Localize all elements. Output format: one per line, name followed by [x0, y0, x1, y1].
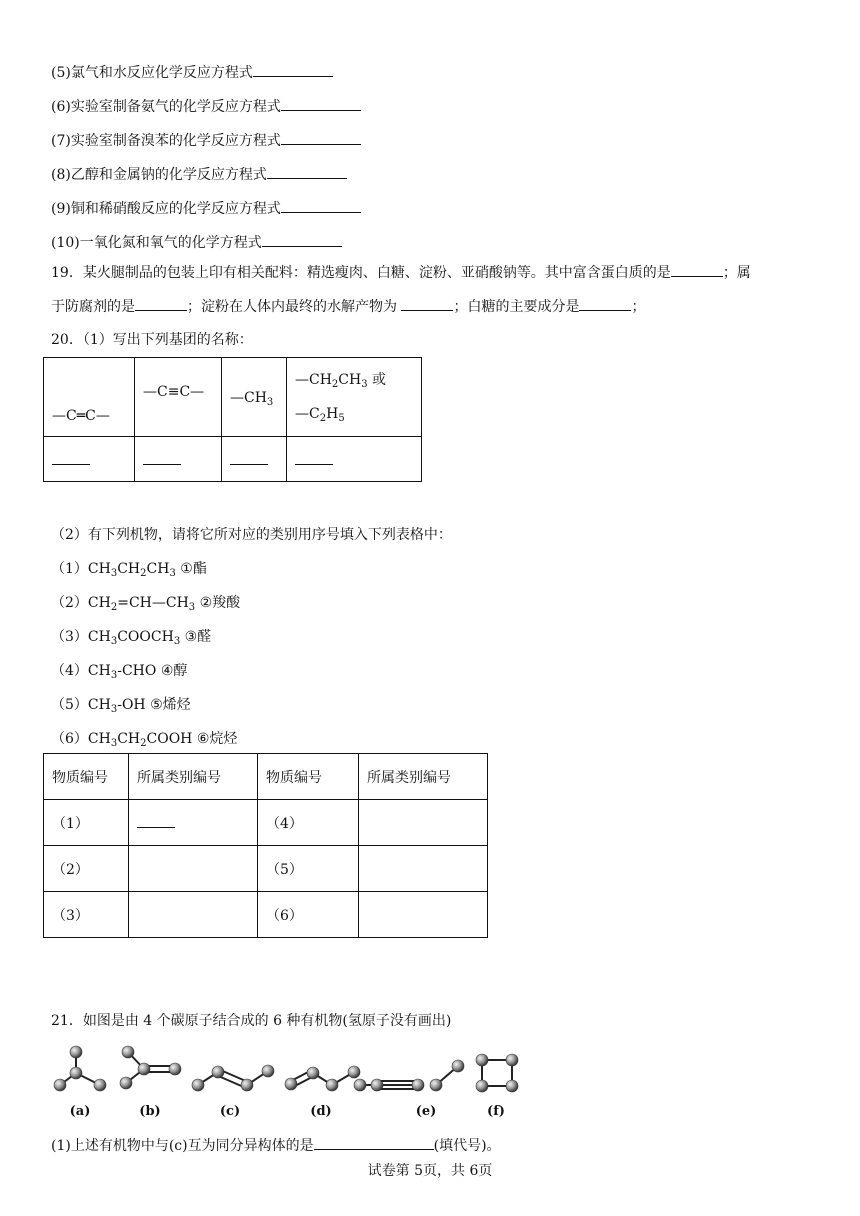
figure-label: (c): [219, 1104, 241, 1119]
figure-label: (b): [139, 1104, 161, 1119]
answer-blank[interactable]: [579, 296, 631, 311]
answer-blank[interactable]: [281, 130, 361, 145]
compound-formula: $CH_3CH_2CH_3$: [87, 561, 176, 579]
group-cell: $—CH_2CH_3$ 或 $—C_2H_5$: [287, 358, 422, 437]
q19-text-6: ；: [631, 299, 646, 315]
figure-label: (e): [415, 1104, 437, 1119]
compound-index: （4）: [51, 663, 88, 679]
figure-label: (f): [487, 1104, 505, 1119]
answer-blank[interactable]: [253, 62, 333, 77]
category-answer-cell[interactable]: [129, 892, 258, 938]
category-answer-cell[interactable]: [129, 846, 258, 892]
substance-number: （4）: [258, 800, 359, 846]
compound-formula: $CH_3CH_2COOH$: [87, 731, 193, 749]
q19-text-3: 于防腐剂的是: [51, 299, 135, 315]
compound-index: （2）: [51, 595, 88, 611]
q21-sub1-text: (1)上述有机物中与(c)互为同分异构体的是: [51, 1138, 314, 1154]
q20-part2-title: （2）有下列机物，请将它所对应的类别用序号填入下列表格中：: [51, 527, 452, 543]
reaction-text: (8)乙醇和金属钠的化学反应方程式: [51, 167, 267, 183]
table-header: 物质编号: [258, 754, 359, 800]
compound-index: （6）: [51, 731, 88, 747]
figure-label: (a): [69, 1104, 91, 1119]
compound-formula: $CH_3-OH$: [87, 697, 146, 715]
compound-class: ⑤烯烃: [150, 697, 191, 713]
answer-blank[interactable]: [671, 262, 723, 277]
q19-line2: [51, 296, 645, 317]
figure-label: (d): [310, 1104, 332, 1119]
reaction-item: [51, 198, 361, 219]
q19-text-5: ；白糖的主要成分是: [453, 299, 580, 315]
compound-item: [51, 627, 211, 647]
answer-blank[interactable]: [401, 296, 453, 311]
answer-blank[interactable]: [281, 96, 361, 111]
reaction-text: (6)实验室制备氨气的化学反应方程式: [51, 99, 281, 115]
compound-item: [51, 695, 191, 715]
table-header: 所属类别编号: [129, 754, 258, 800]
compound-class: ②羧酸: [199, 595, 241, 611]
compound-formula: $CH_2=CH—CH_3$: [87, 595, 196, 613]
answer-blank[interactable]: [135, 296, 187, 311]
q21-intro: 21．如图是由 4 个碳原子结合成的 6 种有机物(氢原子没有画出): [51, 1013, 452, 1029]
q21-sub1: [51, 1135, 501, 1156]
table-header: 物质编号: [44, 754, 129, 800]
answer-blank[interactable]: [281, 198, 361, 213]
compound-item: [51, 593, 240, 613]
reaction-item: [51, 130, 361, 151]
group-answer-cell[interactable]: [222, 437, 287, 482]
compound-class: ⑥烷烃: [196, 731, 238, 747]
group-answer-cell[interactable]: [135, 437, 222, 482]
group-cell: —C═C—: [44, 358, 135, 437]
reaction-item: [51, 232, 342, 253]
category-answer-cell[interactable]: [129, 800, 258, 846]
q19-line1: [51, 262, 751, 283]
compound-class: ①酯: [180, 561, 207, 577]
answer-blank[interactable]: [262, 232, 342, 247]
reaction-text: (7)实验室制备溴苯的化学反应方程式: [51, 133, 281, 149]
answer-blank[interactable]: [267, 164, 347, 179]
group-answer-cell[interactable]: [44, 437, 135, 482]
compound-class: ④醇: [160, 663, 188, 679]
group-cell: —C≡C—: [135, 358, 222, 437]
q19-text-4: ；淀粉在人体内最终的水解产物为: [187, 299, 402, 315]
substance-number: （5）: [258, 846, 359, 892]
compound-index: （3）: [51, 629, 88, 645]
reaction-text: (9)铜和稀硝酸反应的化学反应方程式: [51, 201, 281, 217]
carbon-skeleton-figure: [40, 1040, 600, 1120]
q19-text-1: 19．某火腿制品的包装上印有相关配料：精选瘦肉、白糖、淀粉、亚硝酸钠等。其中富含蛋白质的是: [51, 265, 671, 281]
substance-number: （1）: [44, 800, 129, 846]
group-name-table: [43, 357, 422, 482]
compound-formula: $CH_3$-CHO: [87, 663, 157, 681]
category-answer-cell[interactable]: [359, 800, 488, 846]
page-footer: 试卷第 5页，共 6页: [367, 1163, 493, 1179]
category-answer-cell[interactable]: [359, 892, 488, 938]
category-answer-cell[interactable]: [359, 846, 488, 892]
compound-item: [51, 559, 207, 579]
reaction-text: (5)氯气和水反应化学反应方程式: [51, 65, 253, 81]
compound-item: [51, 661, 187, 681]
group-answer-cell[interactable]: [287, 437, 422, 482]
substance-number: （3）: [44, 892, 129, 938]
compound-index: （1）: [51, 561, 88, 577]
q21-sub1-end: (填代号)。: [433, 1138, 501, 1154]
group-cell: $—CH_3$: [222, 358, 287, 437]
compound-item: [51, 729, 237, 749]
substance-number: （6）: [258, 892, 359, 938]
table-header: 所属类别编号: [359, 754, 488, 800]
compound-index: （5）: [51, 697, 88, 713]
q20-part1-title: 20．（1）写出下列基团的名称：: [51, 332, 253, 348]
substance-number: （2）: [44, 846, 129, 892]
answer-blank[interactable]: [314, 1135, 434, 1150]
compound-class: ③醛: [184, 629, 212, 645]
reaction-text: (10)一氧化氮和氧气的化学方程式: [51, 235, 262, 251]
reaction-item: [51, 96, 361, 117]
compound-formula: $CH_3COOCH_3$: [87, 629, 181, 647]
q19-text-2: ；属: [722, 265, 751, 281]
classification-table: [43, 753, 488, 938]
reaction-item: [51, 164, 347, 185]
reaction-item: [51, 62, 333, 83]
